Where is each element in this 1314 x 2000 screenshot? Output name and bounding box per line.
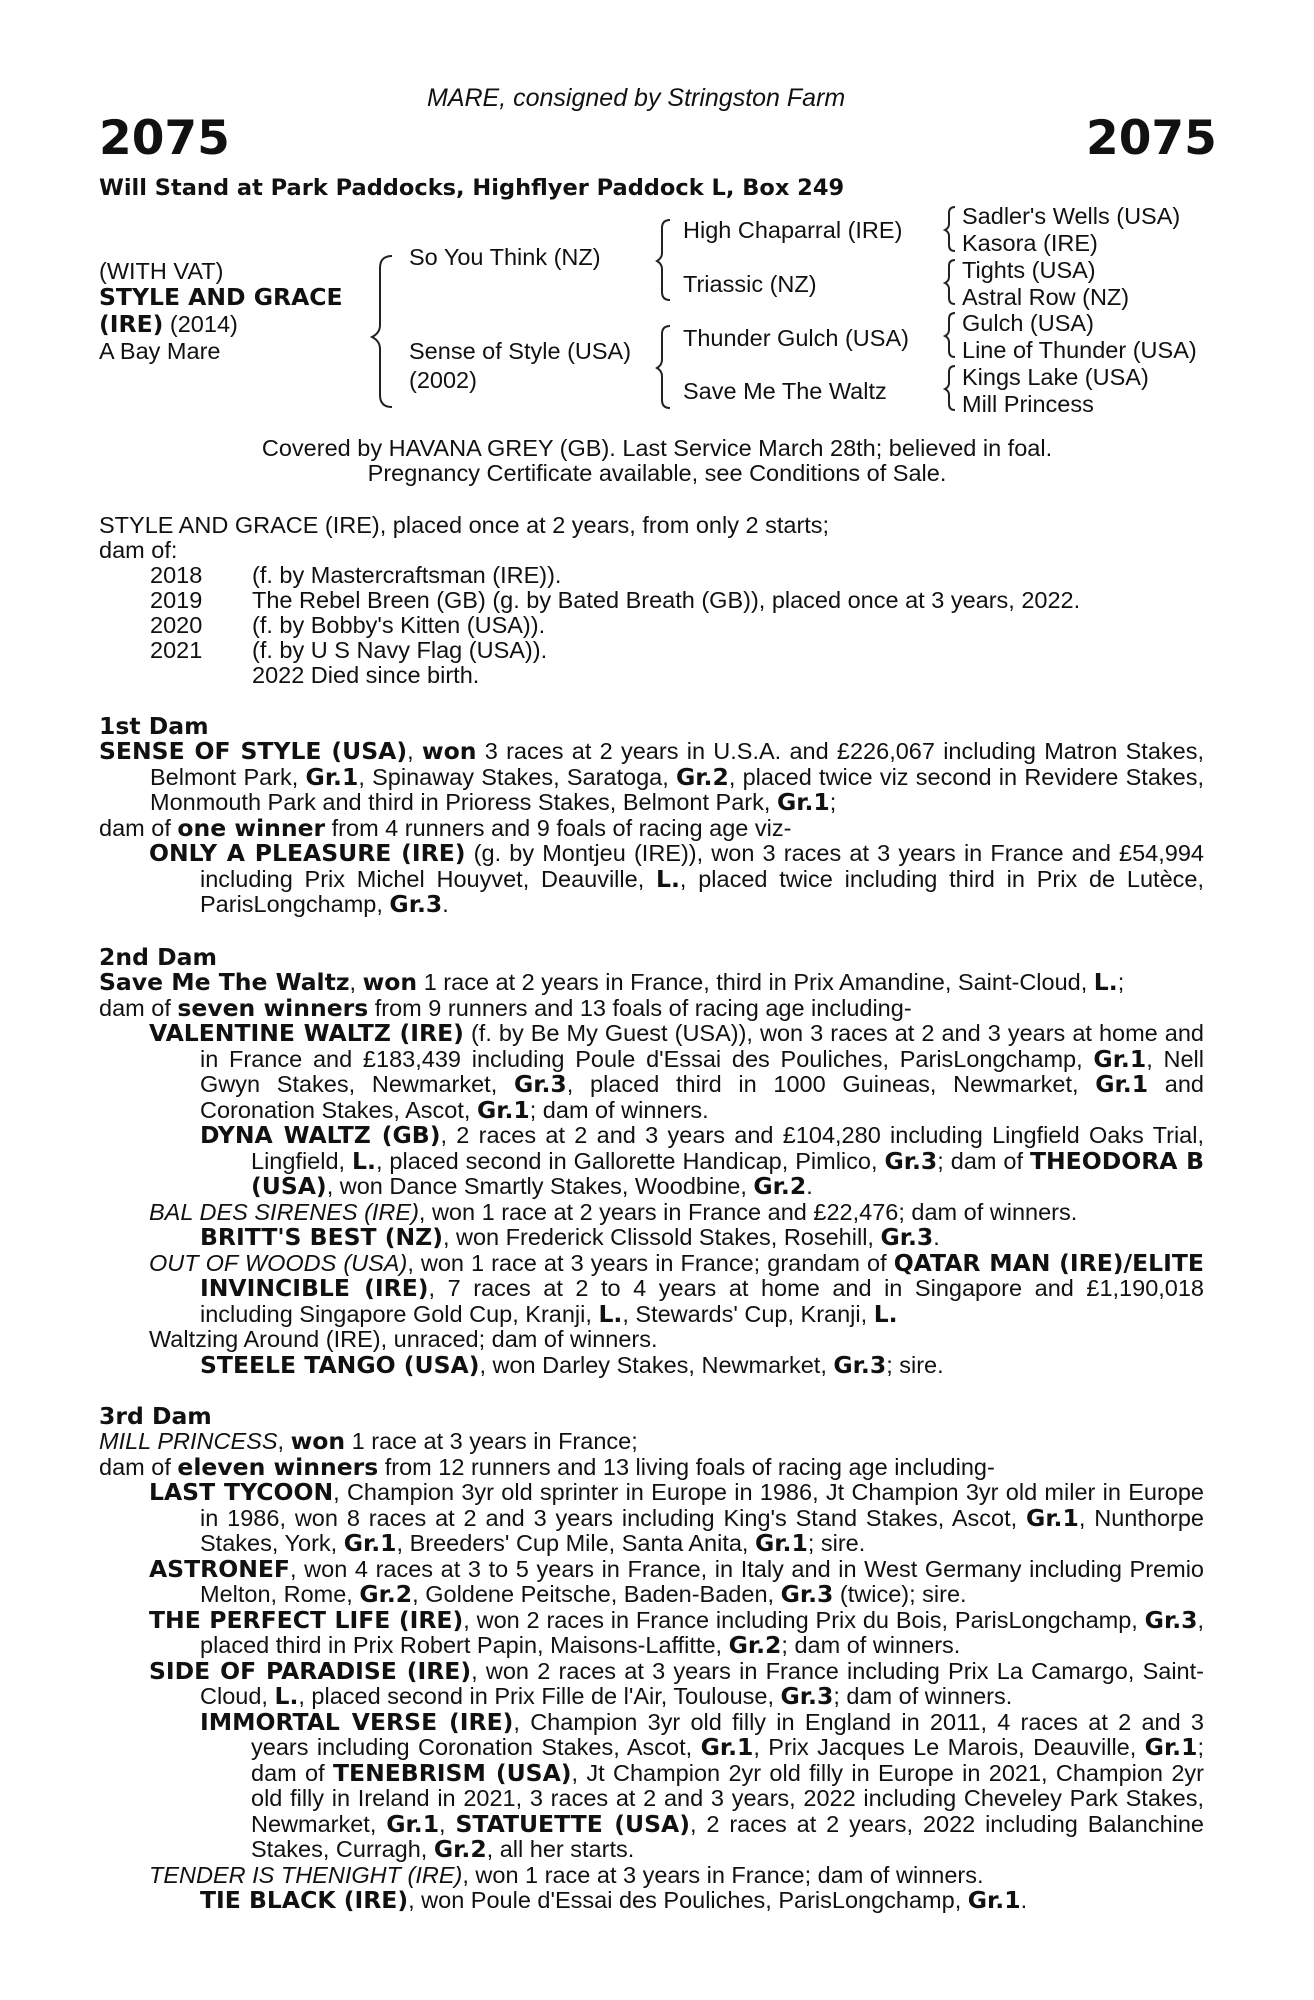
progeny-valentine-waltz xyxy=(99,1021,1204,1123)
dam1-text: ; xyxy=(829,789,837,815)
sire-dam: Triassic (NZ) xyxy=(683,271,817,297)
progeny-steele-tango xyxy=(99,1350,1204,1379)
text: , won 4 races at 3 to 5 years in France, in Italy and in West Germany including Premio Melton, Rome, xyxy=(200,1555,1204,1607)
dam2-body: Save Me The Waltz, won 1 race at 2 years in France, third in Prix Amandine, Saint-Cloud, L.; dam of seven winners from 9 runners and 13 foals of racing age including- VALENTINE WALTZ (IRE) (f. by Be My Guest (USA)), won 3 races at 2 and 3 years at home and in France and £183,439 including Poule d'Essai des Pouliches, ParisLongchamp, Gr.1, Nell Gwyn Stakes, Newmarket, Gr.3, placed third in 1000 Guineas, Newmarket, Gr.1 and Coronation Stakes, Ascot, Gr.1; dam of winners. DYNA WALTZ (GB), 2 races at 2 and 3 years and £104,280 including Lingfield Oaks Trial, Lingfield, L., placed second in Gallorette Handicap, Pimlico, Gr.3; dam of THEODORA B (USA), won Dance Smartly Stakes, Woodbine, Gr.2. BAL DES SIRENES (IRE), won 1 race at 2 years in France and £22,476; dam of winners. BRITT'S BEST (NZ), won Frederick Clissold Stakes, Rosehill, Gr.3. OUT OF WOODS (USA), won 1 race at 3 years in France; grandam of QATAR MAN (IRE)/ELITE INVINCIBLE (IRE), 7 races at 2 to 4 years at home and in Singapore and £1,190,018 including Singapore Gold Cup, Kranji, L., Stewards' Cup, Kranji, L. Waltzing Around (IRE), unraced; dam of winners. STEELE TANGO (USA), won Darley Stakes, Newmarket, Gr.3; sire. xyxy=(99,968,1205,1379)
progeny-name: ASTRONEF xyxy=(149,1554,290,1583)
dam-sire: Thunder Gulch (USA) xyxy=(683,325,909,351)
brace-sd xyxy=(945,260,955,304)
produce-year-2018: 2018 xyxy=(150,562,203,588)
text: , won Poule d'Essai des Pouliches, ParisLongchamp, xyxy=(408,1887,968,1913)
sire-sire: High Chaparral (IRE) xyxy=(683,217,903,243)
vat-note: (WITH VAT) xyxy=(99,258,224,284)
dsd: Line of Thunder (USA) xyxy=(962,337,1197,363)
text: , placed second in Prix Fille de l'Air, Toulouse, xyxy=(298,1683,781,1709)
grade: Gr.2 xyxy=(676,762,729,791)
ssd: Kasora (IRE) xyxy=(962,230,1098,256)
grade: Gr.1 xyxy=(386,1809,440,1838)
section-heading: 3rd Dam xyxy=(99,1402,212,1430)
text: , placed twice including third in Prix de Lutèce, ParisLongchamp, xyxy=(200,865,1205,917)
won-label: won xyxy=(290,1427,346,1455)
text: dam of xyxy=(99,1453,178,1480)
horse-country: (IRE) xyxy=(99,310,164,338)
dam1-dam-of xyxy=(99,813,1204,842)
grade: Gr.2 xyxy=(753,1172,807,1200)
dam3-body xyxy=(99,1429,1204,1914)
grade: Gr.1 xyxy=(1093,1044,1147,1073)
winners-count: eleven winners xyxy=(177,1452,379,1481)
text: (g. by Montjeu (IRE)), won 3 races at 3 years in France and £54,994 including Prix Michel Houyvet, Deauville, xyxy=(200,840,1204,892)
brace-sire xyxy=(657,220,670,300)
grade: L. xyxy=(873,1299,898,1328)
dam1-text: , Spinaway Stakes, Saratoga, xyxy=(358,763,676,790)
progeny-name: BAL DES SIRENES (IRE) xyxy=(149,1198,419,1225)
text: . xyxy=(442,891,449,917)
grade: Gr.1 xyxy=(967,1886,1021,1914)
text: ; dam of xyxy=(937,1147,1030,1174)
text: , 2 races at 2 and 3 years and £104,280 including Lingfield Oaks Trial, Lingfield, xyxy=(251,1122,1205,1174)
text: ; sire. xyxy=(807,1530,866,1556)
progeny-name: TENEBRISM (USA) xyxy=(332,1758,572,1787)
grade: Gr.1 xyxy=(1095,1070,1149,1098)
text: , won 2 races in France including Prix du Bois, ParisLongchamp, xyxy=(463,1606,1145,1633)
progeny-tie-black xyxy=(99,1888,1204,1914)
text: (twice); sire. xyxy=(833,1581,967,1607)
produce-year-2020: 2020 xyxy=(150,612,203,638)
grade: Gr.3 xyxy=(833,1350,887,1379)
won-label: won xyxy=(362,968,418,996)
text: ; dam of winners. xyxy=(833,1683,1013,1709)
grade: L. xyxy=(656,864,680,893)
progeny-name: LAST TYCOON xyxy=(149,1478,334,1506)
text: ; dam of winners. xyxy=(781,1632,961,1658)
progeny-name: ONLY A PLEASURE (IRE) xyxy=(149,839,466,867)
grade: Gr.3 xyxy=(513,1070,567,1098)
horse-name: STYLE AND GRACE xyxy=(99,283,343,311)
grade: Gr.1 xyxy=(343,1529,397,1557)
produce-intro: STYLE AND GRACE (IRE), placed once at 2 years, from only 2 starts; xyxy=(99,512,830,538)
sds: Tights (USA) xyxy=(962,257,1096,283)
grade: Gr.1 xyxy=(476,1095,530,1124)
text: ; dam of xyxy=(251,1734,1204,1786)
progeny-waltzing-around: Waltzing Around (IRE), unraced; dam of winners. xyxy=(149,1326,658,1352)
horse-year: (2014) xyxy=(169,311,238,337)
text: , won Frederick Clissold Stakes, Rosehill, xyxy=(442,1224,881,1250)
grade: Gr.3 xyxy=(880,1223,934,1251)
sire: So You Think (NZ) xyxy=(409,244,601,270)
text: . xyxy=(933,1224,940,1250)
brace-dd xyxy=(945,366,955,410)
progeny-name: VALENTINE WALTZ (IRE) xyxy=(149,1019,464,1047)
grade: Gr.3 xyxy=(780,1580,834,1608)
text: , 7 races at 2 to 4 years at home and in Singapore and £1,190,018 including Singapore Gold Cup, Kranji, xyxy=(200,1275,1204,1327)
progeny-name: THE PERFECT LIFE (IRE) xyxy=(149,1605,464,1634)
text: . xyxy=(806,1173,813,1199)
text: , won Dance Smartly Stakes, Woodbine, xyxy=(326,1173,754,1199)
dam1-name: SENSE OF STYLE (USA) xyxy=(99,737,408,765)
won-label: won xyxy=(421,737,477,765)
grade: Gr.1 xyxy=(305,762,359,791)
text: , placed third in Prix Robert Papin, Maisons-Laffitte, xyxy=(200,1606,1205,1658)
progeny-dyna-waltz xyxy=(99,1123,1204,1200)
text: 1 race at 2 years in France, third in Prix Amandine, Saint-Cloud, xyxy=(417,969,1094,995)
progeny-tender-is-thenight xyxy=(99,1863,1204,1889)
progeny-last-tycoon xyxy=(99,1480,1204,1557)
winners-count: seven winners xyxy=(177,993,369,1022)
progeny-astronef xyxy=(99,1554,1204,1608)
progeny-name: TENDER IS THENIGHT (IRE) xyxy=(149,1861,463,1888)
text: , won Darley Stakes, Newmarket, xyxy=(479,1351,834,1378)
progeny-name: BRITT'S BEST (NZ) xyxy=(200,1223,443,1251)
produce-text-2019: The Rebel Breen (GB) (g. by Bated Breath (GB)), placed once at 3 years, 2022. xyxy=(252,587,1081,613)
grade: L. xyxy=(274,1682,299,1710)
text: ; xyxy=(1117,969,1125,995)
dam1-text: 3 races at 2 years in U.S.A. and £226,067 including Matron Stakes, Belmont Park, xyxy=(150,738,1204,790)
produce-year-2019: 2019 xyxy=(150,587,203,613)
grade: Gr.3 xyxy=(389,890,443,918)
text: and Coronation Stakes, Ascot, xyxy=(200,1071,1205,1123)
dam: Sense of Style (USA) xyxy=(409,338,632,364)
text: , placed third in 1000 Guineas, Newmarket, xyxy=(566,1071,1096,1097)
dss: Gulch (USA) xyxy=(962,310,1094,336)
text: , xyxy=(277,1428,291,1454)
text: , Goldene Peitsche, Baden-Baden, xyxy=(412,1581,781,1607)
dam3-name: MILL PRINCESS xyxy=(99,1428,278,1454)
produce-dam-of: dam of: xyxy=(99,537,178,563)
progeny-name: SIDE OF PARADISE (IRE) xyxy=(149,1656,472,1685)
dam1-text: , placed twice viz second in Revidere Stakes, Monmouth Park and third in Prioress Stakes, Belmont Park, xyxy=(150,763,1204,815)
progeny-name: TIE BLACK (IRE) xyxy=(200,1886,409,1914)
progeny-name: IMMORTAL VERSE (IRE) xyxy=(200,1707,514,1736)
text: , won 1 race at 3 years in France; dam of winners. xyxy=(462,1861,984,1888)
text: from 4 runners and 9 foals of racing age viz- xyxy=(325,814,792,841)
progeny-the-perfect-life xyxy=(99,1605,1205,1659)
grade: L. xyxy=(1093,968,1118,996)
winners-count: one winner xyxy=(177,813,326,842)
sdd: Astral Row (NZ) xyxy=(962,284,1130,310)
progeny-name: STATUETTE (USA) xyxy=(455,1809,690,1838)
ddd: Mill Princess xyxy=(962,391,1094,417)
brace-gen1 xyxy=(372,256,392,407)
progeny-only-a-pleasure xyxy=(99,841,1204,918)
produce-note: 2022 Died since birth. xyxy=(252,662,480,688)
text: , 2 races at 2 years, 2022 including Balanchine Stakes, Curragh, xyxy=(251,1810,1204,1862)
grade: Gr.3 xyxy=(1144,1605,1198,1634)
grade: Gr.1 xyxy=(776,788,830,816)
dds: Kings Lake (USA) xyxy=(962,364,1149,390)
progeny-britts-best xyxy=(99,1225,1204,1251)
dam-dam: Save Me The Waltz xyxy=(683,378,887,404)
grade: Gr.1 xyxy=(700,1733,754,1761)
produce-text-2020: (f. by Bobby's Kitten (USA)). xyxy=(252,612,546,638)
brace-ds xyxy=(945,313,955,357)
grade: Gr.3 xyxy=(780,1682,834,1710)
text: from 12 runners and 13 living foals of racing age including- xyxy=(378,1453,995,1480)
text: ; sire. xyxy=(886,1351,944,1378)
grade: Gr.3 xyxy=(884,1146,938,1175)
grade: Gr.2 xyxy=(433,1835,487,1863)
grade: Gr.2 xyxy=(728,1631,782,1659)
progeny-immortal-verse xyxy=(99,1707,1205,1863)
text: , xyxy=(439,1810,456,1837)
consignor-line: MARE, consigned by Stringston Farm xyxy=(427,84,846,112)
progeny-side-of-paradise xyxy=(99,1656,1204,1710)
section-heading: 2nd Dam xyxy=(99,943,217,971)
text: , Champion 3yr old sprinter in Europe in 1986, Jt Champion 3yr old miler in Europe in 1986, won 8 races at 2 and 3 years including King's Stand Stakes, Ascot, xyxy=(200,1479,1204,1531)
progeny-name: THEODORA B (USA) xyxy=(251,1146,1204,1200)
text: , won 1 race at 3 years in France; grandam of xyxy=(407,1249,894,1276)
progeny-name: QATAR MAN (IRE)/ELITE INVINCIBLE (IRE) xyxy=(200,1248,1204,1302)
horse-description: A Bay Mare xyxy=(99,338,221,364)
text: 1 race at 3 years in France; xyxy=(345,1428,638,1454)
lot-number-right: 2075 xyxy=(1086,111,1217,166)
text: dam of xyxy=(99,994,178,1021)
sss: Sadler's Wells (USA) xyxy=(962,203,1181,229)
section-heading: 1st Dam xyxy=(99,712,209,740)
text: , Jt Champion 2yr old filly in Europe in 2021, Champion 2yr old filly in Ireland in 2021, 3 races at 2 and 3 years, 2022 including Cheveley Park Stakes, Newmarket, xyxy=(251,1759,1204,1837)
progeny-bal-des-sirenes xyxy=(99,1200,1204,1226)
grade: L. xyxy=(352,1146,376,1175)
text: , placed second in Gallorette Handicap, Pimlico, xyxy=(375,1147,885,1174)
text: , Nell Gwyn Stakes, Newmarket, xyxy=(200,1045,1204,1097)
stand-location: Will Stand at Park Paddocks, Highflyer Paddock L, Box 249 xyxy=(99,175,845,201)
grade: Gr.1 xyxy=(1026,1503,1079,1532)
text: , Nunthorpe Stakes, York, xyxy=(200,1504,1204,1556)
text: . xyxy=(1020,1887,1028,1913)
grade: Gr.1 xyxy=(755,1529,808,1557)
text: (f. by Be My Guest (USA)), won 3 races at 2 and 3 years at home and in France and £183,439 including Poule d'Essai des Pouliches, ParisLongchamp, xyxy=(200,1020,1205,1072)
text: , Prix Jacques Le Marois, Deauville, xyxy=(753,1734,1145,1760)
covered-line-2: Pregnancy Certificate available, see Conditions of Sale. xyxy=(367,460,947,486)
produce-year-2021: 2021 xyxy=(150,637,203,663)
covered-line-1: Covered by HAVANA GREY (GB). Last Service March 28th; believed in foal. xyxy=(261,435,1053,461)
lot-number-left: 2075 xyxy=(99,111,230,166)
text: ; dam of winners. xyxy=(529,1096,709,1123)
produce-text-2018: (f. by Mastercraftsman (IRE)). xyxy=(252,562,562,588)
produce-text-2021: (f. by U S Navy Flag (USA)). xyxy=(252,637,548,663)
brace-dam xyxy=(657,326,670,408)
text: , won 1 race at 2 years in France and £22,476; dam of winners. xyxy=(418,1198,1078,1225)
brace-ss xyxy=(945,207,955,251)
grade: L. xyxy=(598,1299,623,1328)
progeny-out-of-woods xyxy=(99,1248,1204,1328)
progeny-name: OUT OF WOODS (USA) xyxy=(149,1249,408,1276)
text: from 9 runners and 13 foals of racing age including- xyxy=(368,994,912,1021)
dam2-name: Save Me The Waltz xyxy=(99,968,350,996)
grade: Gr.2 xyxy=(359,1580,413,1608)
text: , all her starts. xyxy=(486,1836,635,1862)
text: , Breeders' Cup Mile, Santa Anita, xyxy=(396,1530,755,1556)
dam1-summary: SENSE OF STYLE (USA), won 3 races at 2 years in U.S.A. and £226,067 including Matron Stakes, Belmont Park, Gr.1, Spinaway Stakes, Saratoga, Gr.2, placed twice viz second in Revidere Stakes, Monmouth Park and third in Prioress Stakes, Belmont Park, Gr.1; dam of one winner from 4 runners and 9 foals of racing age viz- ONLY A PLEASURE (IRE) (g. by Montjeu (IRE)), won 3 races at 3 years in France and £54,994 including Prix Michel Houyvet, Deauville, L., placed twice including third in Prix de Lutèce, ParisLongchamp, Gr.3. xyxy=(99,737,1205,918)
text: dam of xyxy=(99,814,178,841)
text: , Champion 3yr old filly in England in 2011, 4 races at 2 and 3 years including Coronation Stakes, Ascot, xyxy=(251,1708,1205,1760)
progeny-name: DYNA WALTZ (GB) xyxy=(200,1121,441,1149)
text: , won 2 races at 3 years in France including Prix La Camargo, Saint-Cloud, xyxy=(200,1657,1204,1709)
dam-year: (2002) xyxy=(409,367,477,393)
text: , Stewards' Cup, Kranji, xyxy=(622,1300,874,1327)
progeny-name: STEELE TANGO (USA) xyxy=(200,1350,480,1379)
grade: Gr.1 xyxy=(1144,1733,1198,1761)
